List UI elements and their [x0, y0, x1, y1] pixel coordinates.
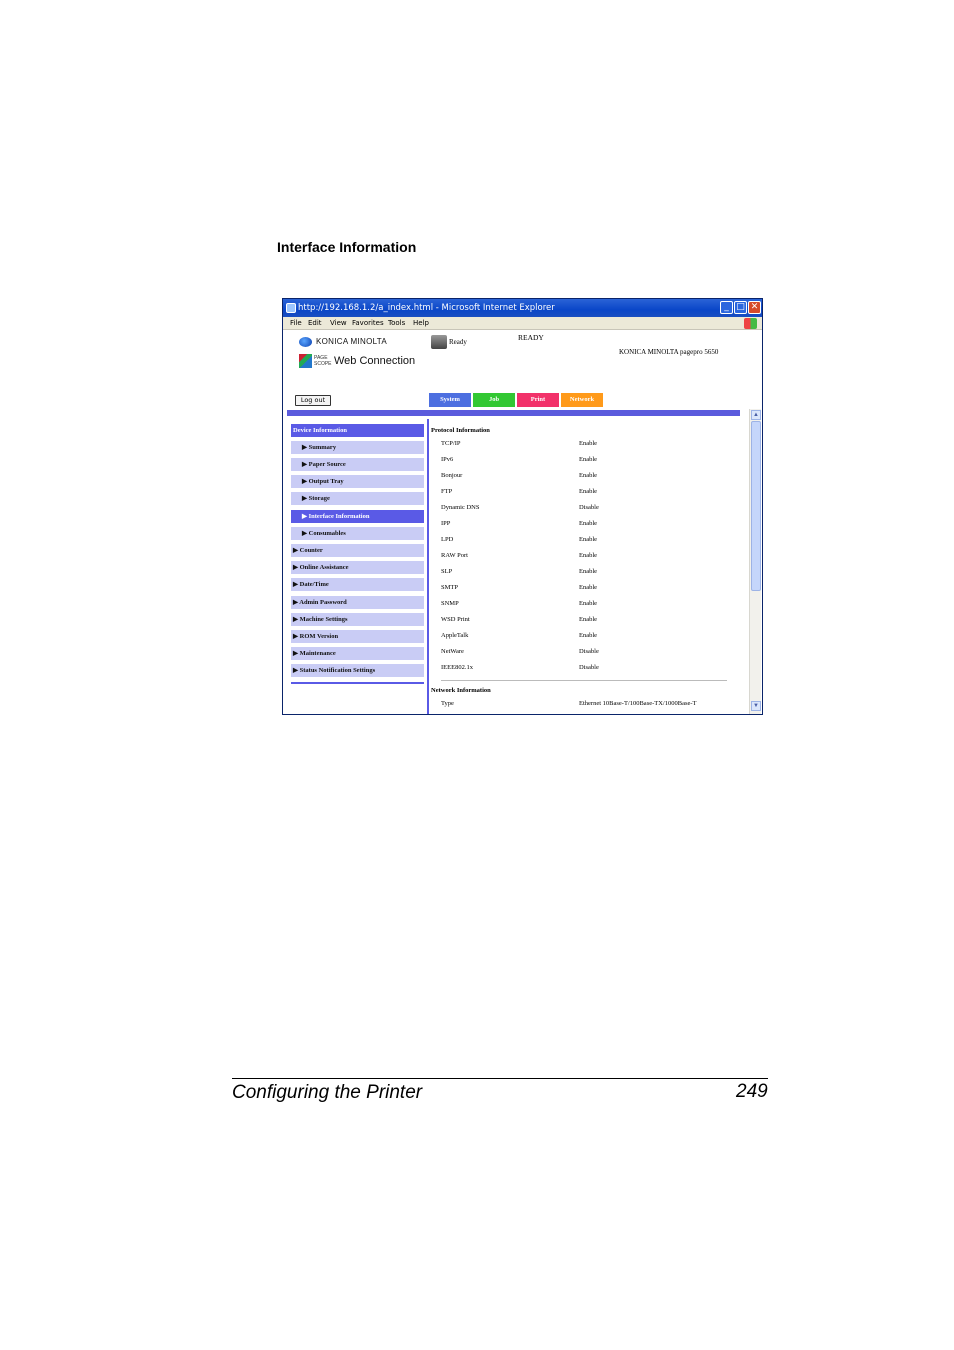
protocol-row-label: AppleTalk — [441, 632, 469, 639]
protocol-row-value: Disable — [579, 664, 599, 671]
header-divider — [287, 410, 740, 416]
protocol-information-heading: Protocol Information — [431, 427, 490, 434]
protocol-row-label: FTP — [441, 488, 453, 495]
sidebar-item-admin-password[interactable]: ▶ Admin Password — [291, 596, 424, 609]
browser-title: http://192.168.1.2/a_index.html - Microsoft Internet Explorer — [298, 303, 555, 313]
protocol-row-value: Enable — [579, 632, 598, 639]
browser-title-bar — [283, 299, 762, 317]
protocol-row-label: IPv6 — [441, 456, 454, 463]
menu-favorites[interactable]: Favorites — [352, 319, 384, 327]
web-connection-label: Web Connection — [334, 355, 416, 367]
protocol-row-value: Enable — [579, 568, 598, 575]
protocol-row-label: TCP/IP — [441, 440, 461, 447]
section-separator — [441, 680, 727, 681]
page-content — [283, 331, 762, 714]
printer-status: READY — [518, 333, 544, 342]
protocol-row-label: IEEE802.1x — [441, 664, 473, 671]
sidebar-item-device-information[interactable]: Device Information — [291, 424, 424, 437]
tab-job[interactable]: Job — [473, 393, 515, 407]
minimize-button[interactable]: _ — [720, 301, 733, 314]
sidebar-item-interface-information[interactable]: ▶ Interface Information — [291, 510, 424, 523]
printer-status-small: Ready — [449, 338, 467, 346]
windows-logo-icon — [744, 318, 757, 329]
protocol-row-value: Enable — [579, 616, 598, 623]
protocol-row-value: Enable — [579, 536, 598, 543]
pagescope-label: PAGE SCOPE — [314, 355, 332, 367]
page-number: 249 — [736, 1081, 768, 1102]
tab-system[interactable]: System — [429, 393, 471, 407]
scroll-up-icon[interactable]: ▲ — [751, 410, 761, 420]
protocol-row-label: Bonjour — [441, 472, 463, 479]
section-title: Interface Information — [277, 239, 417, 255]
network-information-heading: Network Information — [431, 687, 491, 694]
sidebar-item-online-assistance[interactable]: ▶ Online Assistance — [291, 561, 424, 574]
sidebar-item-summary[interactable]: ▶ Summary — [291, 441, 424, 454]
sidebar-bottom-line — [291, 682, 424, 684]
protocol-row-label: WSD Print — [441, 616, 470, 623]
sidebar-item-date-time[interactable]: ▶ Date/Time — [291, 578, 424, 591]
sidebar-item-storage[interactable]: ▶ Storage — [291, 492, 424, 505]
logout-button[interactable]: Log out — [295, 395, 331, 406]
protocol-row-label: LPD — [441, 536, 454, 543]
footer-rule — [232, 1078, 768, 1079]
protocol-row-label: Dynamic DNS — [441, 504, 480, 511]
menu-help[interactable]: Help — [413, 319, 429, 327]
menu-bar — [283, 317, 762, 330]
menu-view[interactable]: View — [330, 319, 347, 327]
maximize-button[interactable]: □ — [734, 301, 747, 314]
printer-model: KONICA MINOLTA pagepro 5650 — [619, 348, 719, 356]
network-row-label: Type — [441, 700, 454, 707]
protocol-row-label: SLP — [441, 568, 453, 575]
pagescope-logo-icon — [299, 354, 312, 368]
protocol-row-value: Enable — [579, 600, 598, 607]
protocol-row-label: SNMP — [441, 600, 459, 607]
sidebar-item-output-tray[interactable]: ▶ Output Tray — [291, 475, 424, 488]
sidebar-item-counter[interactable]: ▶ Counter — [291, 544, 424, 557]
scroll-down-icon[interactable]: ▼ — [751, 701, 761, 711]
tab-print[interactable]: Print — [517, 393, 559, 407]
sidebar-item-paper-source[interactable]: ▶ Paper Source — [291, 458, 424, 471]
scroll-thumb[interactable] — [751, 421, 761, 591]
protocol-row-label: IPP — [441, 520, 451, 527]
protocol-row-value: Disable — [579, 648, 599, 655]
menu-edit[interactable]: Edit — [308, 319, 322, 327]
protocol-row-value: Enable — [579, 488, 598, 495]
protocol-row-value: Disable — [579, 504, 599, 511]
sidebar-divider — [427, 419, 429, 714]
printer-icon — [431, 335, 447, 349]
menu-tools[interactable]: Tools — [388, 319, 406, 327]
protocol-row-value: Enable — [579, 584, 598, 591]
menu-file[interactable]: File — [290, 319, 302, 327]
protocol-row-value: Enable — [579, 440, 598, 447]
protocol-row-label: RAW Port — [441, 552, 468, 559]
footer-chapter-title: Configuring the Printer — [232, 1082, 423, 1103]
protocol-row-label: SMTP — [441, 584, 458, 591]
ie-icon — [286, 303, 296, 313]
protocol-row-label: NetWare — [441, 648, 464, 655]
protocol-row-value: Enable — [579, 520, 598, 527]
browser-window — [282, 298, 763, 715]
network-row-value: Ethernet 10Base-T/100Base-TX/1000Base-T — [579, 700, 697, 707]
vertical-scrollbar[interactable] — [749, 409, 761, 714]
sidebar-item-consumables[interactable]: ▶ Consumables — [291, 527, 424, 540]
protocol-row-value: Enable — [579, 472, 598, 479]
konica-minolta-logo-icon — [299, 337, 312, 347]
protocol-row-value: Enable — [579, 456, 598, 463]
protocol-row-value: Enable — [579, 552, 598, 559]
sidebar-item-machine-settings[interactable]: ▶ Machine Settings — [291, 613, 424, 626]
sidebar-item-maintenance[interactable]: ▶ Maintenance — [291, 647, 424, 660]
close-button[interactable]: ✕ — [748, 301, 761, 314]
sidebar-item-status-notification-settings[interactable]: ▶ Status Notification Settings — [291, 664, 424, 677]
tab-network[interactable]: Network — [561, 393, 603, 407]
sidebar-item-rom-version[interactable]: ▶ ROM Version — [291, 630, 424, 643]
brand-name: KONICA MINOLTA — [316, 337, 388, 346]
